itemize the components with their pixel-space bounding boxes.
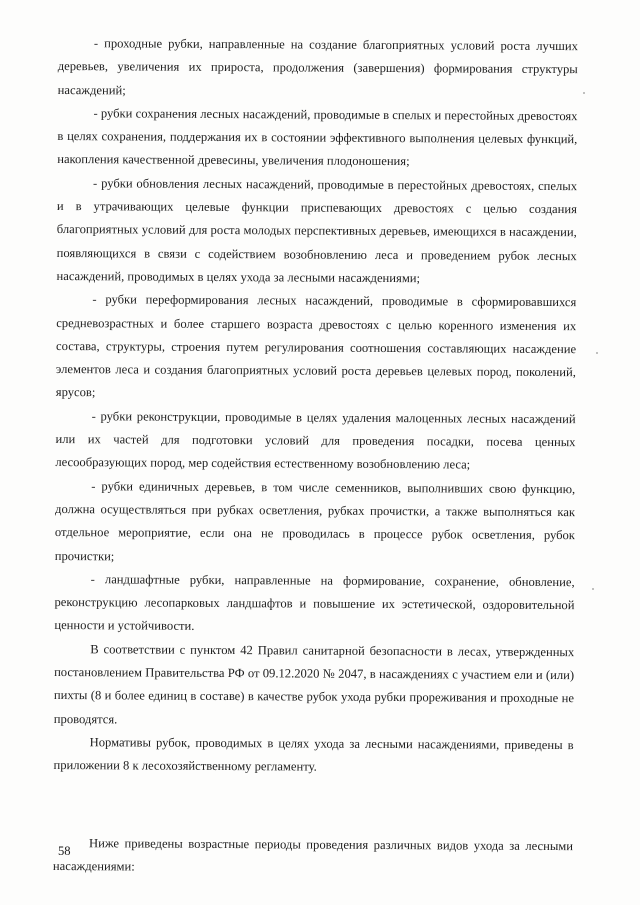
paragraph-single-tree-cuts: - рубки единичных деревьев, в том числе семенников, выполнивших свою функцию, должна осуществляться при рубках осветления, рубках прочистки, а также выполняться как отдельное мероприятие, если она не проводилась в процессе рубок осветления, рубок прочистки; (54, 478, 576, 563)
paragraph-reformation-cuts: - рубки переформирования лесных насаждений, проводимые в сформировавшихся средневозрастных и более старшего возраста древостоях с целью коренного изменения их состава, структуры, строения путем регулирования соотношения составляющих насаждение элементов леса и создания благоприятных условий роста деревьев целевых пород, поколений, ярусов; (55, 292, 577, 400)
scan-speck (592, 588, 594, 590)
paragraph-sanitary-rules: В соответствии с пунктом 42 Правил санитарной безопасности в лесах, утвержденных постановлением Правительства РФ от 09.12.2020 № 2047, в насаждениях с участием ели и (или) пихты (8 и более единиц в составе) в качестве рубок ухода рубки прореживания и проходные не проводятся. (53, 641, 575, 726)
paragraph-age-periods: Ниже приведены возрастные периоды проведения различных видов ухода за лесными насаждениями: (52, 835, 574, 874)
paragraph-thinning-cuts: - проходные рубки, направленные на создание благоприятных условий роста лучших деревьев, увеличения их прироста, продолжения (завершения) формирования структуры насаждений; (57, 36, 578, 98)
scan-speck (583, 92, 585, 94)
body-text (53, 32, 578, 881)
paragraph-landscape-cuts: - ландшафтные рубки, направленные на формирование, сохранение, обновление, реконструкцию лесопарковых ландшафтов и повышение их эстетической, оздоровительной ценности и устойчивости. (54, 572, 575, 634)
scan-speck (596, 352, 598, 354)
paragraph-renewal-cuts: - рубки обновления лесных насаждений, проводимые в перестойных древостоях, спелых и в утрачивающих целевые функции приспевающих древостоях с целью создания благоприятных условий для роста молодых перспективных деревьев, имеющихся в насаждении, появляющихся в связи с содействием возобновлению леса и проведением рубок лесных насаждений, проводимых в целях ухода за лесными насаждениями; (56, 175, 578, 286)
paragraph-cutting-norms: Нормативы рубок, проводимых в целях ухода за лесными насаждениями, приведены в приложении 8 к лесохозяйственному регламенту. (53, 735, 574, 774)
paragraph-conservation-cuts: - рубки сохранения лесных насаждений, проводимые в спелых и перестойных древостоях в целях сохранения, поддержания их в состоянии эффективного выполнения целевых функций, накопления качественной древесины, увеличения плодоношения; (57, 106, 578, 169)
page-number: 58 (58, 844, 71, 858)
paragraph-reconstruction-cuts: - рубки реконструкции, проводимые в целях удаления малоценных лесных насаждений или их частей для подготовки условий для проведения посадки, посева ценных лесообразующих пород, мер содействия естественному возобновлению леса; (55, 408, 576, 472)
